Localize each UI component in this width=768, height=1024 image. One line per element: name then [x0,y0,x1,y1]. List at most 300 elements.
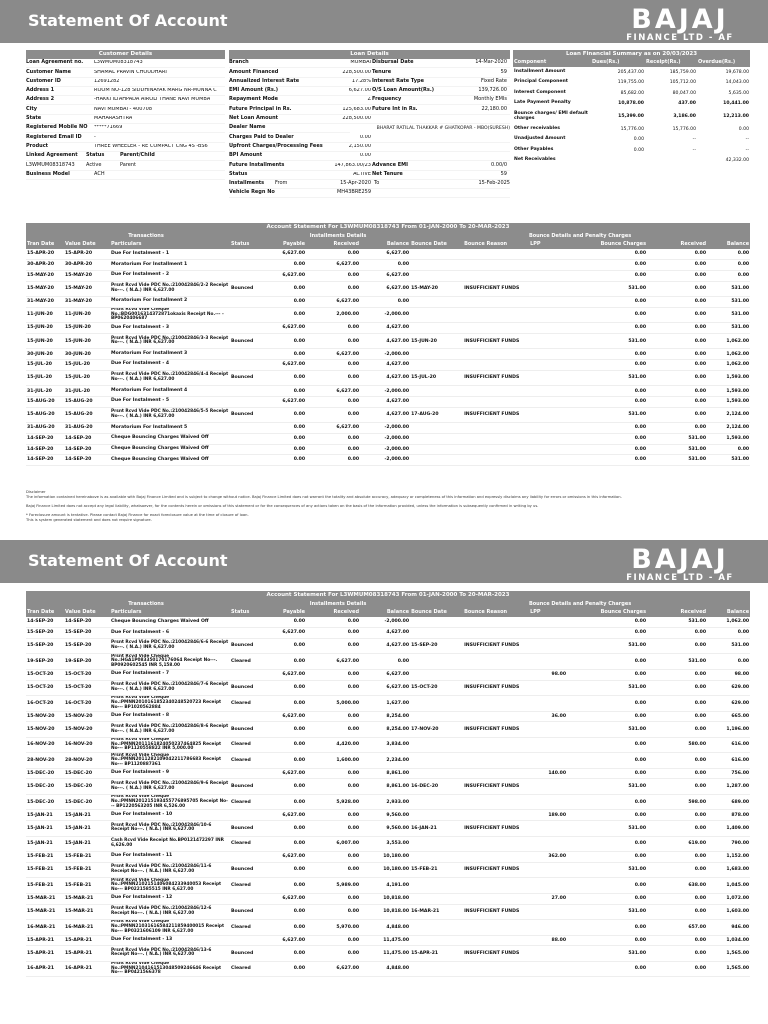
loan-field-value: 147,863.00/23 [334,162,371,168]
cell-received: 0.00 [306,323,360,334]
cell-tran-date: 16-APR-21 [26,961,64,977]
column-header: Tran Date [26,241,64,249]
column-header: Bounce Date [410,241,463,249]
cell-particulars: Moratorium For Installment 3 [110,349,230,360]
cell-tran-date: 15-JUN-20 [26,333,64,349]
cell-lpp [529,920,567,936]
column-header: Bounce Reason [463,609,529,617]
cell-tran-date: 15-MAY-20 [26,270,64,281]
cell-bounce-reason [463,935,529,946]
cell-bounce-balance: 1,603.00 [707,904,750,920]
customer-field-row [26,87,225,96]
cell-value-date: 15-OCT-20 [64,680,110,696]
cell-balance: 3,834.00 [360,737,410,753]
cell-bounce-charges: 0.00 [567,297,647,308]
column-header: Bounce Charges [567,241,647,249]
cell-bounce-received: 0.00 [647,810,707,821]
cell-tran-date: 15-DEC-20 [26,794,64,810]
summary-amount: 12,213.00 [723,113,749,119]
cell-bounce-charges: 531.00 [567,862,647,878]
cell-bounce-date [410,307,463,323]
cell-status: Bounced [230,370,266,386]
cell-bounce-date: 15-FEB-21 [410,862,463,878]
field-value: ROOM NO-128 SIDDHINAYAK MARG NR-MUNNA C [94,88,217,94]
cell-particulars: Due For Instalment - 4 [110,360,230,371]
linked-agreement-no: L3WMUM08318743 [26,161,75,168]
cell-value-date: 15-MAR-21 [64,904,110,920]
cell-value-date: 15-JAN-21 [64,810,110,821]
cell-bounce-charges: 0.00 [567,852,647,863]
cell-status [230,360,266,371]
cell-tran-date: 14-SEP-20 [26,617,64,628]
cell-lpp [529,617,567,628]
cell-balance: 4,627.00 [360,407,410,423]
cell-bounce-reason [463,617,529,628]
cell-lpp [529,836,567,852]
summary-component: Late Payment Penalty [514,100,571,106]
cell-lpp [529,386,567,397]
cell-value-date: 15-DEC-20 [64,794,110,810]
cell-balance: -2,000.00 [360,349,410,360]
customer-details [26,50,225,180]
business-model-label: Business Model [26,170,70,177]
table-row [26,893,750,904]
loan-field-label: Branch [229,59,249,66]
statement-header: Account Statement For L3WMUM08318743 From 01-JAN-2000 To 20-MAR-2023 [26,223,750,232]
cell-particulars: Due For Instalment - 8 [110,711,230,722]
cell-bounce-charges: 0.00 [567,810,647,821]
cell-payable: 0.00 [266,433,306,444]
cell-received: 6,627.00 [306,297,360,308]
loan-details-header: Loan Details [229,50,510,59]
cell-received: 6,627.00 [306,423,360,434]
cell-tran-date: 16-NOV-20 [26,737,64,753]
cell-bounce-received: 0.00 [647,397,707,408]
loan-field-label: Tenure [372,68,392,75]
cell-bounce-date [410,270,463,281]
cell-tran-date: 14-SEP-20 [26,455,64,466]
cell-status [230,935,266,946]
cell-tran-date: 15-SEP-20 [26,638,64,654]
loan-field-row [229,152,510,161]
cell-balance: -2,000.00 [360,386,410,397]
cell-bounce-reason [463,893,529,904]
loan-field-value: 139,726.00 [478,87,507,94]
cell-payable: 0.00 [266,961,306,977]
cell-payable: 6,627.00 [266,397,306,408]
cell-balance: 11,475.00 [360,946,410,962]
cell-payable: 6,627.00 [266,323,306,334]
cell-balance: 2,933.00 [360,794,410,810]
cell-balance: 4,627.00 [360,397,410,408]
cell-particulars: Due For Instalment - 1 [110,249,230,260]
cell-particulars: Cheque Bouncing Charges Waived Off [110,433,230,444]
summary-amount: 42,332.00 [725,158,749,164]
cell-particulars: Prsnt Rcvd Vide Cheque No.:HGA1P08335017017606​4 Receipt No---. BP0920602545 INR 5,158.00 [110,654,230,670]
cell-tran-date: 16-OCT-20 [26,696,64,712]
summary-amount: 10,878.00 [618,101,644,107]
cell-received: 0.00 [306,360,360,371]
cell-lpp [529,654,567,670]
column-header: Value Date [64,241,110,249]
cell-payable: 0.00 [266,696,306,712]
cell-bounce-balance: 531.00 [707,638,750,654]
column-header: Particulars [110,241,230,249]
summary-row [513,78,750,89]
summary-amount: -- [745,137,749,143]
installments-to: 15-Feb-2025 [478,180,510,187]
cell-particulars: Prsnt Rcvd Vide PDC No.:210042846/13-6 Receipt No---. ( N.A.) INR 6,627.00 [110,946,230,962]
field-value: NAVI MUMBAI - 400708 [94,106,153,112]
disclaimer-text-4: This is system generated statement and does not require signature. [26,517,152,522]
cell-status [230,711,266,722]
cell-bounce-charges: 0.00 [567,423,647,434]
cell-tran-date: 15-APR-21 [26,946,64,962]
cell-tran-date: 15-JUL-20 [26,370,64,386]
cell-tran-date: 15-JAN-21 [26,836,64,852]
cell-payable: 0.00 [266,779,306,795]
table-row [26,638,750,654]
cell-value-date: 19-SEP-20 [64,654,110,670]
cell-bounce-date [410,323,463,334]
logo-subtitle: FINANCE LTD - AF [626,33,734,43]
cell-payable: 6,627.00 [266,852,306,863]
cell-lpp [529,444,567,455]
cell-bounce-balance: 1,683.00 [707,862,750,878]
cell-received: 1,600.00 [306,753,360,769]
cell-status: Cleared [230,836,266,852]
field-value: - [94,134,96,140]
table-row [26,722,750,738]
table-row [26,862,750,878]
cell-balance: 4,627.00 [360,333,410,349]
loan-field-label: O/S Loan Amount(Rs.) [372,87,435,94]
cell-bounce-charges: 531.00 [567,821,647,837]
cell-payable: 6,627.00 [266,628,306,639]
cell-bounce-balance: 1,593.00 [707,386,750,397]
cell-received: 0.00 [306,711,360,722]
statement-page-2 [0,540,768,1024]
logo-wordmark-2: BAJAJ [631,544,729,575]
cell-particulars: Moratorium For Installment 5 [110,423,230,434]
column-header: Received [647,609,707,617]
summary-amount: 19,678.00 [725,69,749,75]
cell-bounce-charges: 0.00 [567,794,647,810]
cell-payable: 6,627.00 [266,893,306,904]
cell-bounce-balance: 531.00 [707,281,750,297]
cell-bounce-received: 0.00 [647,935,707,946]
cell-bounce-charges: 0.00 [567,696,647,712]
cell-balance: 6,627.00 [360,281,410,297]
cell-payable: 6,627.00 [266,360,306,371]
cell-balance: -2,000.00 [360,455,410,466]
column-header: LPP [529,609,567,617]
loan-field-label: Amount Financed [229,68,279,75]
summary-row [513,88,750,99]
cell-status: Cleared [230,737,266,753]
customer-field-row [26,68,225,77]
loan-field-label: BPI Amount [229,152,263,159]
cell-value-date: 14-SEP-20 [64,455,110,466]
cell-received: 0.00 [306,669,360,680]
column-header: Balance [360,241,410,249]
cell-lpp: 140.00 [529,768,567,779]
ledger-table-page-2 [26,591,750,977]
dealer-name: BHARAT RATILAL THAKKAR # GHATKOPAR - MBO(SURESH) [350,124,510,133]
cell-particulars: Prsnt Rcvd Vide PDC No.:210042846/10-6 Receipt No---. ( N.A.) INR 6,627.00 [110,821,230,837]
cell-bounce-balance: 0.00 [707,654,750,670]
cell-bounce-reason [463,386,529,397]
cell-received: 0.00 [306,680,360,696]
cell-tran-date: 15-APR-21 [26,935,64,946]
cell-particulars: Moratorium For Installment 4 [110,386,230,397]
field-label: Customer ID [26,77,61,84]
cell-particulars: Prsnt Rcvd Vide Cheque No.:PMNN20112821090422117​86683 Receipt No--- BP1120887361 [110,753,230,769]
cell-bounce-received: 0.00 [647,821,707,837]
cell-bounce-charges: 0.00 [567,836,647,852]
cell-lpp [529,904,567,920]
cell-bounce-charges: 531.00 [567,779,647,795]
advance-emi-label: Advance EMI [372,161,408,168]
loan-field-row [372,59,507,68]
column-header: Bounce Reason [463,241,529,249]
cell-bounce-received: 0.00 [647,249,707,260]
cell-balance: 6,627.00 [360,669,410,680]
cell-particulars: Prsnt Rcvd Vide Cheque No.:PMNN210215140608423394​0053 Receipt No--- BP0221585515 INR 6,627.00 [110,878,230,894]
cell-bounce-reason: INSUFFICIENT FUNDS [463,680,529,696]
column-header: Balance [707,609,750,617]
cell-value-date: 15-FEB-21 [64,862,110,878]
cell-bounce-balance: 790.00 [707,836,750,852]
cell-bounce-reason [463,270,529,281]
cell-status [230,852,266,863]
cell-bounce-date: 17-AUG-20 [410,407,463,423]
cell-lpp [529,753,567,769]
cell-bounce-received: 0.00 [647,349,707,360]
cell-bounce-received: 0.00 [647,423,707,434]
net-tenure-row [372,171,507,180]
table-row [26,836,750,852]
cell-value-date: 15-FEB-21 [64,852,110,863]
cell-lpp [529,349,567,360]
cell-balance: 9,560.00 [360,821,410,837]
cell-bounce-balance: 665.00 [707,711,750,722]
cell-payable: 0.00 [266,455,306,466]
section-bounce-2: Bounce Details and Penalty Charges [410,600,750,609]
loan-field-row [372,87,507,96]
financial-summary-table [513,59,750,166]
cell-bounce-date [410,737,463,753]
cell-bounce-reason [463,307,529,323]
loan-field-label: EMI Amount (Rs.) [229,87,279,94]
cell-bounce-received: 0.00 [647,370,707,386]
table-row [26,821,750,837]
cell-particulars: Moratorium For Installment 2 [110,297,230,308]
cell-bounce-balance: 1,287.00 [707,779,750,795]
cell-payable: 0.00 [266,260,306,271]
cell-bounce-charges: 0.00 [567,444,647,455]
cell-received: 5,989.00 [306,878,360,894]
cell-bounce-reason [463,444,529,455]
table-row [26,323,750,334]
disclaimer [26,490,750,527]
column-headers-2 [26,609,750,617]
cell-payable: 0.00 [266,281,306,297]
table-row [26,423,750,434]
cell-particulars: Prsnt Rcvd Vide PDC No.:210042846/7-6 Receipt No---. ( N.A.) INR 6,627.00 [110,680,230,696]
cell-status [230,893,266,904]
cell-bounce-balance: 531.00 [707,323,750,334]
cell-bounce-reason [463,696,529,712]
vehicle-regn-value: MH43BRE259 [336,189,371,196]
cell-tran-date: 15-JAN-21 [26,810,64,821]
cell-received: 0.00 [306,249,360,260]
customer-field-row [26,124,225,133]
cell-received: 5,000.00 [306,696,360,712]
vehicle-regn-row [229,189,510,198]
summary-row [513,109,750,124]
cell-bounce-date [410,386,463,397]
summary-amount [591,156,645,167]
cell-balance: 6,627.00 [360,270,410,281]
cell-balance: 4,191.00 [360,878,410,894]
cell-particulars: Prsnt Rcvd Vide PDC No.:210042846/8-6 Receipt No---. ( N.A.) INR 6,627.00 [110,722,230,738]
cell-lpp: 36.00 [529,711,567,722]
cell-tran-date: 15-FEB-21 [26,878,64,894]
loan-field-value: 14-Mar-2020 [475,59,507,66]
section-bounce: Bounce Details and Penalty Charges [410,232,750,241]
summary-amount: 5,635.00 [728,90,749,96]
cell-bounce-received: 531.00 [647,444,707,455]
cell-bounce-date [410,628,463,639]
cell-tran-date: 16-MAR-21 [26,920,64,936]
cell-value-date: 14-SEP-20 [64,433,110,444]
cell-tran-date: 11-JUN-20 [26,307,64,323]
page-header [0,0,768,43]
cell-bounce-charges: 0.00 [567,893,647,904]
cell-bounce-reason [463,669,529,680]
cell-status: Bounced [230,779,266,795]
cell-lpp [529,370,567,386]
cell-value-date: 15-MAY-20 [64,270,110,281]
cell-payable: 0.00 [266,307,306,323]
cell-value-date: 15-NOV-20 [64,722,110,738]
cell-bounce-charges: 0.00 [567,349,647,360]
cell-payable: 0.00 [266,333,306,349]
table-row [26,878,750,894]
section-installments: Installments Details [266,232,410,241]
cell-payable: 6,627.00 [266,768,306,779]
cell-status [230,455,266,466]
loan-field-row [229,115,510,124]
cell-bounce-received: 0.00 [647,946,707,962]
cell-particulars: Due For Instalment - 13 [110,935,230,946]
cell-bounce-charges: 0.00 [567,961,647,977]
cell-bounce-date [410,349,463,360]
cell-tran-date: 15-NOV-20 [26,722,64,738]
column-header: Payable [266,609,306,617]
cell-balance: 8,861.00 [360,779,410,795]
cell-status [230,260,266,271]
cell-payable: 0.00 [266,920,306,936]
disclaimer-text-3: * Foreclosure amount is tentative. Please contact Bajaj Finance for exact foreclosure value at the time of closure of loan. [26,512,249,517]
cell-bounce-received: 531.00 [647,455,707,466]
loan-field-value: 59 [500,68,507,75]
cell-bounce-reason [463,878,529,894]
cell-lpp [529,249,567,260]
cell-status [230,386,266,397]
cell-lpp [529,281,567,297]
loan-field-row [372,96,507,105]
cell-value-date: 28-NOV-20 [64,753,110,769]
summary-component: Net Receivables [514,157,556,163]
cell-payable: 0.00 [266,737,306,753]
cell-bounce-reason [463,961,529,977]
page-header-2 [0,540,768,583]
financial-summary [513,50,750,166]
cell-bounce-reason [463,323,529,334]
cell-lpp [529,260,567,271]
cell-bounce-reason [463,423,529,434]
cell-status: Bounced [230,638,266,654]
cell-value-date: 15-AUG-20 [64,407,110,423]
cell-received: 0.00 [306,862,360,878]
cell-lpp [529,680,567,696]
column-header: LPP [529,241,567,249]
cell-bounce-date [410,961,463,977]
cell-bounce-balance: 1,045.00 [707,878,750,894]
cell-bounce-charges: 0.00 [567,711,647,722]
loan-field-value: Z [367,97,371,103]
cell-bounce-charges: 531.00 [567,946,647,962]
cell-bounce-received: 638.00 [647,878,707,894]
loan-field-value: 0.00 [359,134,371,140]
cell-status: Bounced [230,333,266,349]
cell-particulars: Due For Instalment - 10 [110,810,230,821]
table-row [26,737,750,753]
cell-tran-date: 14-SEP-20 [26,444,64,455]
cell-particulars: Prsnt Rcvd Vide PDC No.:210042846/12-6 Receipt No---. ( N.A.) INR 6,627.00 [110,904,230,920]
cell-bounce-charges: 0.00 [567,753,647,769]
cell-lpp [529,696,567,712]
cell-bounce-charges: 0.00 [567,737,647,753]
cell-received: 0.00 [306,370,360,386]
cell-bounce-received: 531.00 [647,433,707,444]
table-row [26,794,750,810]
cell-particulars: Due For Instalment - 5 [110,397,230,408]
column-header: Received [647,241,707,249]
installments-to-label: To [374,180,380,187]
cell-payable: 0.00 [266,297,306,308]
summary-amount: -- [692,147,696,153]
cell-payable: 0.00 [266,722,306,738]
cell-value-date: 15-JAN-21 [64,821,110,837]
cell-bounce-received: 0.00 [647,852,707,863]
cell-bounce-balance: 1,062.00 [707,617,750,628]
cell-value-date: 15-FEB-21 [64,878,110,894]
cell-bounce-balance: 0.00 [707,628,750,639]
loan-field-label: Frequency [372,96,402,103]
cell-bounce-date [410,397,463,408]
cell-status [230,397,266,408]
cell-bounce-reason [463,455,529,466]
cell-bounce-balance: 1,152.00 [707,852,750,863]
cell-lpp [529,360,567,371]
linked-parent: Parent [120,161,137,168]
cell-payable: 0.00 [266,617,306,628]
cell-tran-date: 31-MAY-20 [26,297,64,308]
table-row [26,444,750,455]
